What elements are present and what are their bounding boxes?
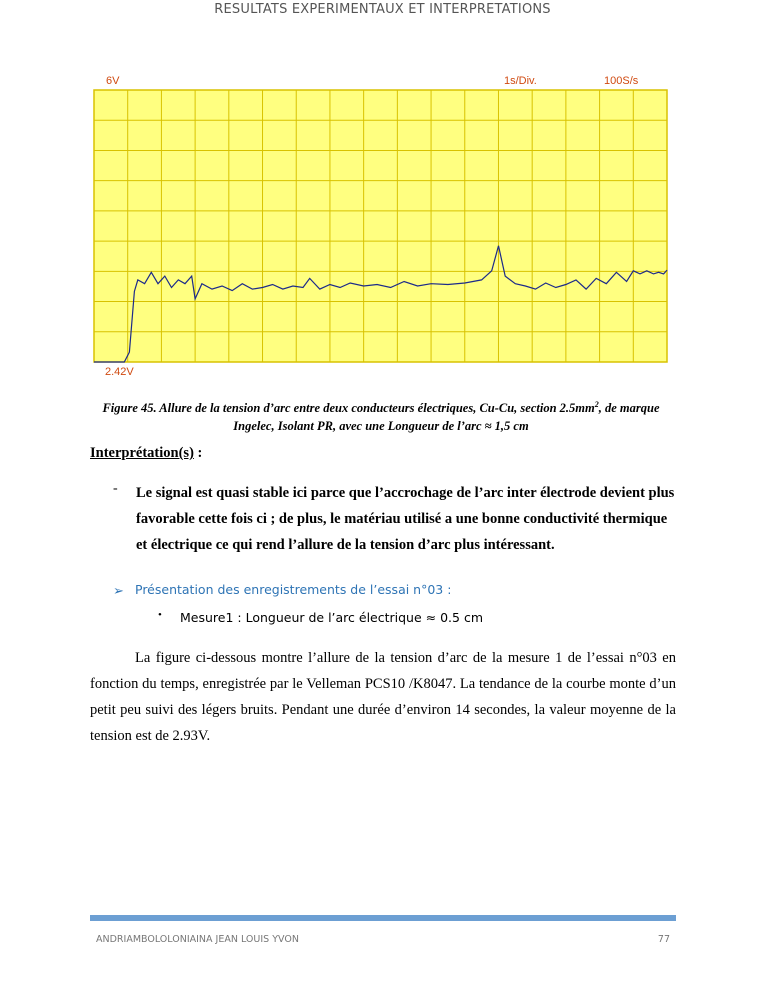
dash-bullet: - xyxy=(113,481,118,496)
interpretation-heading xyxy=(90,445,202,462)
interpretation-title: Interprétation(s) xyxy=(90,445,194,461)
footer-author: ANDRIAMBOLOLONIAINA JEAN LOUIS YVON xyxy=(96,934,299,945)
caption-superscript: 2 xyxy=(594,400,599,409)
oscilloscope-chart xyxy=(91,70,669,380)
page-number: 77 xyxy=(657,934,670,945)
interpretation-text: Le signal est quasi stable ici parce que l’accrochage de l’arc inter électrode devient plus favorable cette fois ci ; de plus, le matériau utilisé a une bonne conductivité thermique et électrique ce qui rend l’allure de la tension d’arc plus intéressant. xyxy=(136,485,675,553)
section-heading: Présentation des enregistrements de l’essai n°03 : xyxy=(135,582,452,597)
running-header: RESULTATS EXPERIMENTAUX ET INTERPRETATIONS xyxy=(214,2,551,17)
caption-text-1: Figure 45. Allure de la tension d’arc entre deux conducteurs électriques, Cu-Cu, section 2.5mm xyxy=(102,401,595,416)
interpretation-colon: : xyxy=(193,445,203,461)
dot-bullet-icon: • xyxy=(158,609,162,621)
oscilloscope-figure xyxy=(91,70,669,380)
arrow-bullet-icon: ➢ xyxy=(113,583,124,598)
caption-text-2: , de marque Ingelec, Isolant PR, avec une Longueur de l’arc ≈ 1,5 cm xyxy=(233,401,660,434)
body-paragraph: La figure ci-dessous montre l’allure de la tension d’arc de la mesure 1 de l’essai n°03 en fonction du temps, enregistrée par le Velleman PCS10 /K8047. La tendance de la courbe monte d’un petit peu suivi des légers bruits. Pendant une durée d’environ 14 secondes, la valeur moyenne de la tension est de 2.93V. xyxy=(90,650,676,744)
scope-vmin-label: 2.42V xyxy=(105,366,134,378)
figure-caption xyxy=(90,396,672,435)
scope-plot-area xyxy=(94,90,667,362)
scope-rate-label: 100S/s xyxy=(604,75,639,87)
footer-rule xyxy=(90,915,676,921)
scope-timebase-label: 1s/Div. xyxy=(504,75,537,87)
measure-item: Mesure1 : Longueur de l’arc électrique ≈ 0.5 cm xyxy=(180,610,483,625)
scope-vmax-label: 6V xyxy=(106,75,120,87)
